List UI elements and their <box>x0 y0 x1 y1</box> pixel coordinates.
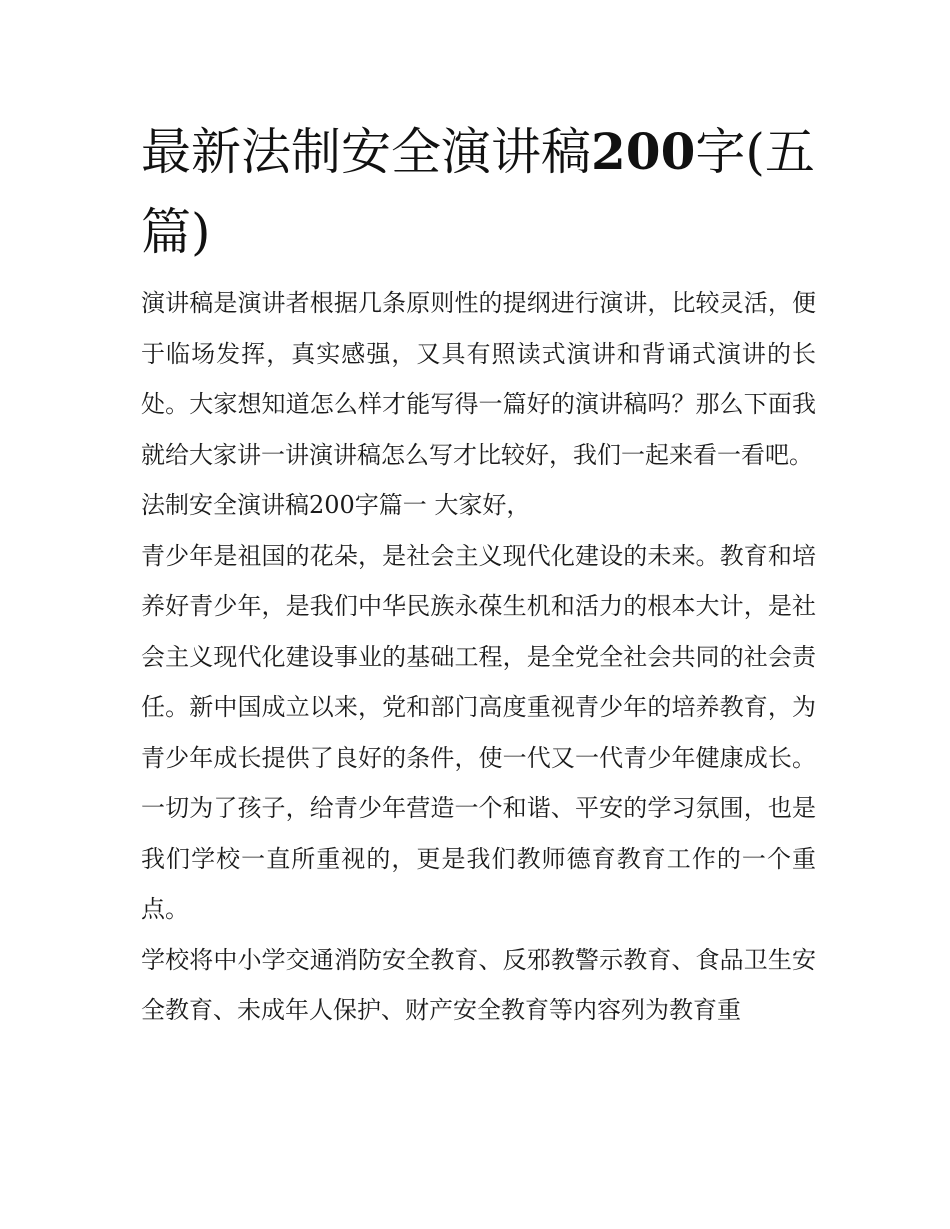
paragraph-intro: 演讲稿是演讲者根据几条原则性的提纲进行演讲，比较灵活，便于临场发挥，真实感强，又具有照读式演讲和背诵式演讲的长处。大家想知道怎么样才能写得一篇好的演讲稿吗？那么下面我就给大家讲一讲演讲稿怎么写才比较好，我们一起来看一看吧。 <box>141 289 816 469</box>
title-number: 200 <box>591 122 696 181</box>
document-body <box>141 278 816 1036</box>
paragraph-youth: 青少年是祖国的花朵，是社会主义现代化建设的未来。教育和培养好青少年，是我们中华民族永葆生机和活力的根本大计，是社会主义现代化建设事业的基础工程，是全党全社会共同的社会责任。新中国成立以来，党和部门高度重视青少年的培养教育，为青少年成长提供了良好的条件，使一代又一代青少年健康成长。一切为了孩子，给青少年营造一个和谐、平安的学习氛围，也是我们学校一直所重视的，更是我们教师德育教育工作的一个重点。 <box>141 541 816 923</box>
paragraph-section-heading: 法制安全演讲稿200字篇一 大家好， <box>141 491 531 519</box>
paragraph-school: 学校将中小学交通消防安全教育、反邪教警示教育、食品卫生安全教育、未成年人保护、财产安全教育等内容列为教育重 <box>141 945 816 1024</box>
document-title: 最新法制安全演讲稿200字(五篇) <box>141 122 815 261</box>
